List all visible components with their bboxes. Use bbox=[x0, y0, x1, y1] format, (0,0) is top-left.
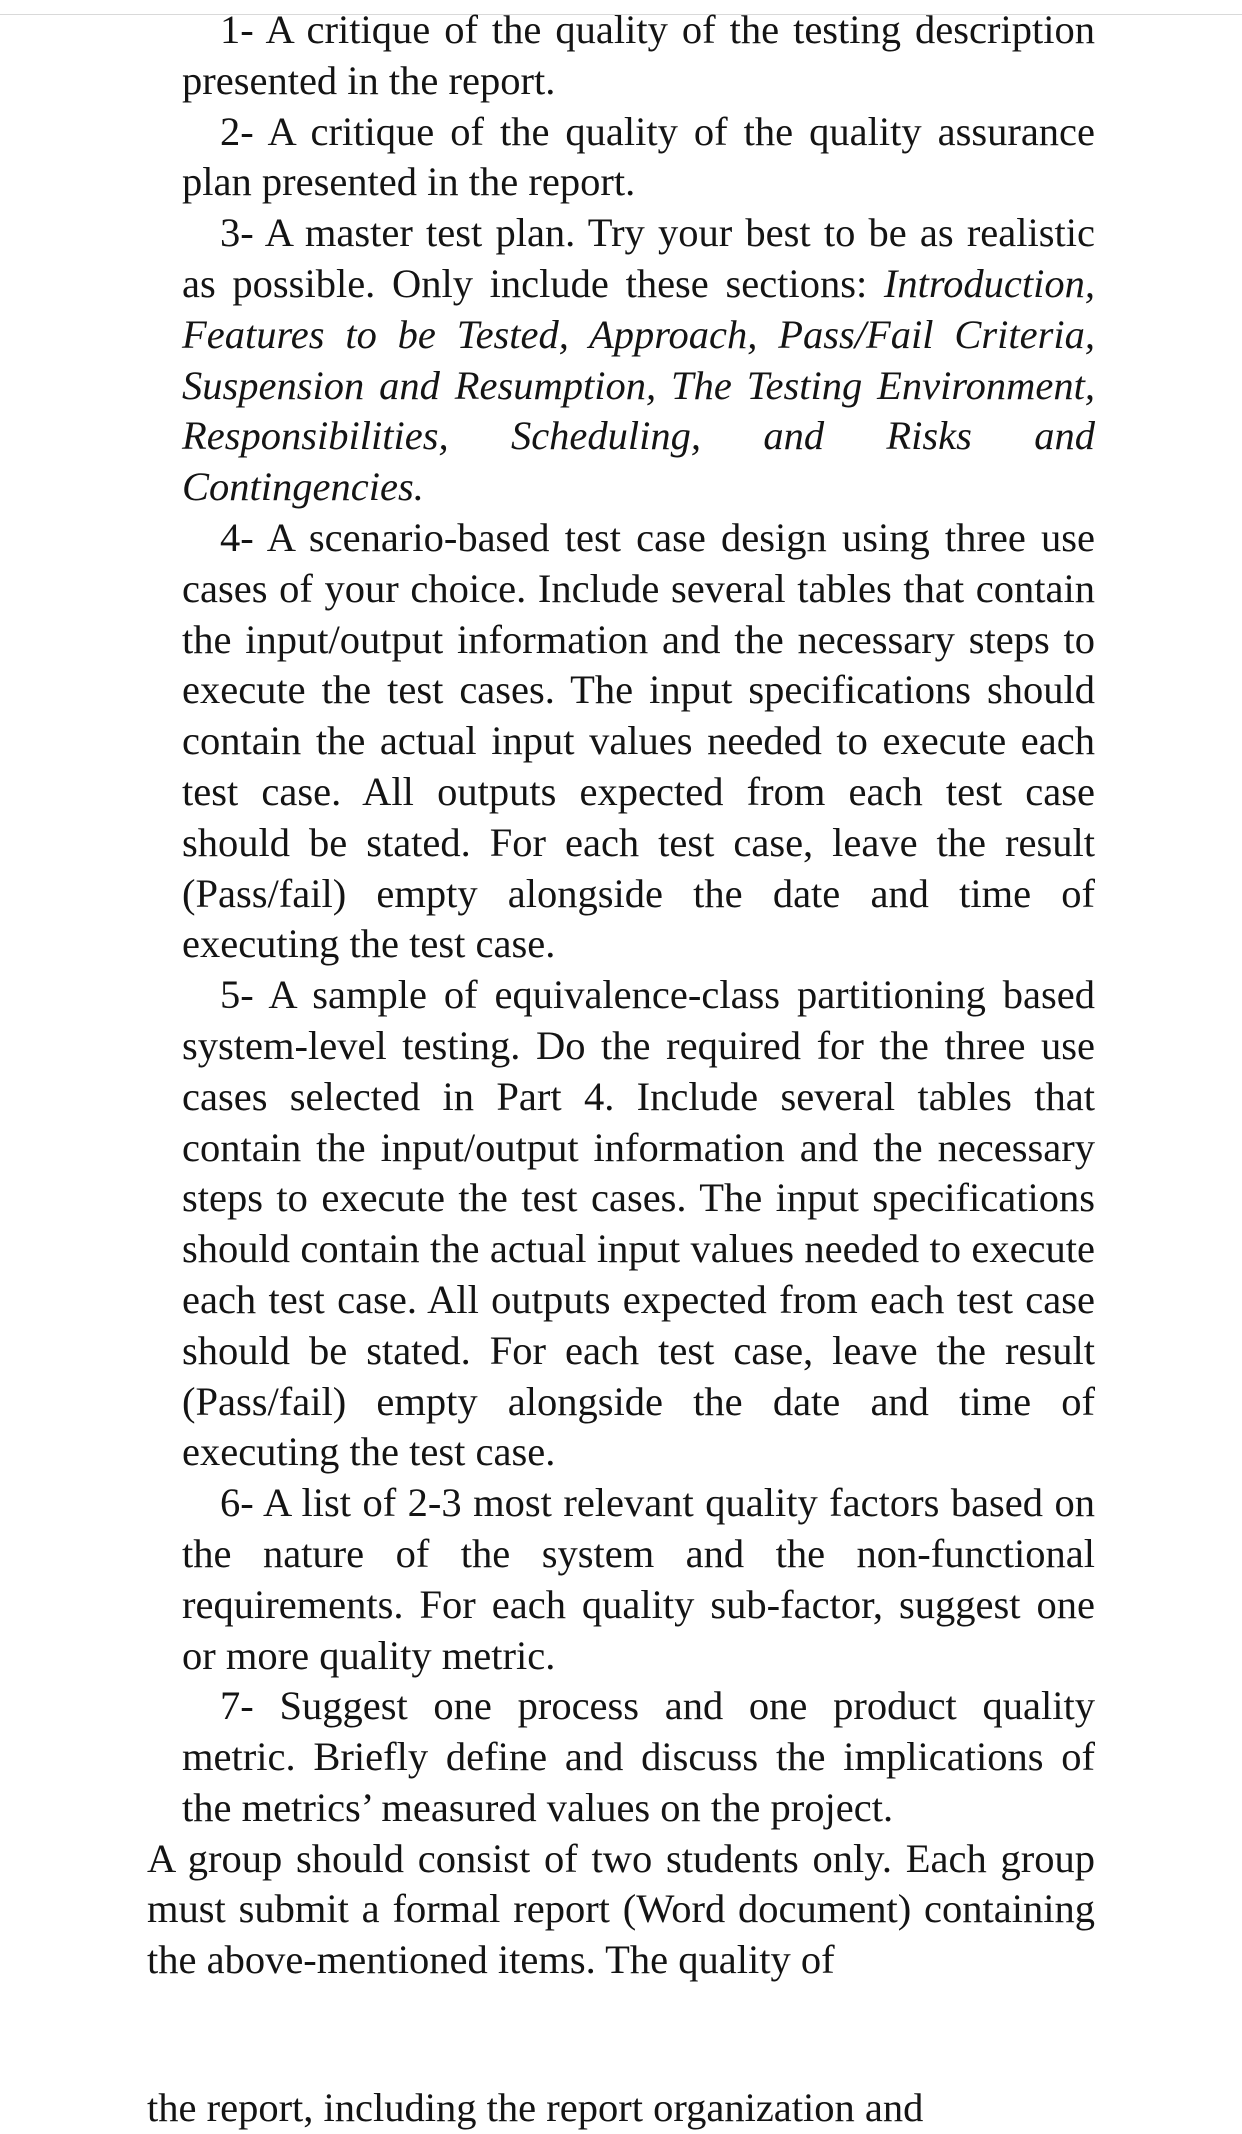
list-item-1 bbox=[182, 5, 1096, 107]
item-text: A scenario-based test case design using three use cases of your choice. Include several tables that contain the input/output information and the necessary steps to execute the test cases. The input specifications should contain the actual input values needed to execute each test case. All outputs expected from each test case should be stated. For each test case, leave the result (Pass/fail) empty alongside the date and time of executing the test case. bbox=[182, 514, 1096, 967]
list-item-2 bbox=[182, 107, 1096, 209]
item-number: 4- bbox=[220, 514, 254, 560]
document-body bbox=[0, 5, 1242, 1986]
closing-paragraph bbox=[147, 1834, 1095, 1986]
item-number: 3- bbox=[220, 210, 254, 256]
item-number: 7- bbox=[220, 1683, 254, 1729]
item-number: 1- bbox=[220, 7, 254, 52]
list-item-6 bbox=[182, 1478, 1095, 1681]
item-text: A sample of equivalence-class partitioning based system-level testing. Do the required for the three use cases selected in Part 4. Include several tables that contain the input/output information and the necessary steps to execute the test cases. The input specifications should contain the actual input values needed to execute each test case. All outputs expected from each test case should be stated. For each test case, leave the result (Pass/fail) empty alongside the date and time of executing the test case. bbox=[182, 972, 1096, 1475]
item-text: Suggest one process and one product quality metric. Briefly define and discuss the implications of the metrics’ measured values on the project. bbox=[182, 1683, 1095, 1830]
item-text: A critique of the quality of the quality assurance plan presented in the report. bbox=[182, 108, 1096, 205]
list-item-5 bbox=[182, 970, 1096, 1478]
item-number: 5- bbox=[220, 972, 254, 1018]
item-text: A list of 2-3 most relevant quality factors based on the nature of the system and the non-functional requirements. For each quality sub-factor, suggest one or more quality metric. bbox=[182, 1480, 1095, 1678]
item-number: 2- bbox=[220, 108, 254, 154]
item-text-italic: Introduction, Features to be Tested, Approach, Pass/Fail Criteria, Suspension and Resumption, The Testing Environment, Responsibilities, Scheduling, and Risks and Contingencies. bbox=[182, 260, 1095, 510]
cut-off-line bbox=[147, 2083, 1095, 2130]
item-text: A master test plan. Try your best to be as realistic as possible. Only include these sections: bbox=[182, 210, 1095, 306]
item-text: A critique of the quality of the testing description presented in the report. bbox=[182, 7, 1096, 103]
closing-paragraph-text: A group should consist of two students only. Each group must submit a formal report (Word document) containing the above-mentioned items. The quality of bbox=[147, 1835, 1095, 1983]
item-number: 6- bbox=[220, 1480, 254, 1526]
list-item-7 bbox=[182, 1681, 1095, 1833]
list-item-4 bbox=[182, 513, 1096, 970]
cut-off-line-text: the report, including the report organization and bbox=[147, 2085, 924, 2130]
list-item-3 bbox=[182, 208, 1095, 513]
